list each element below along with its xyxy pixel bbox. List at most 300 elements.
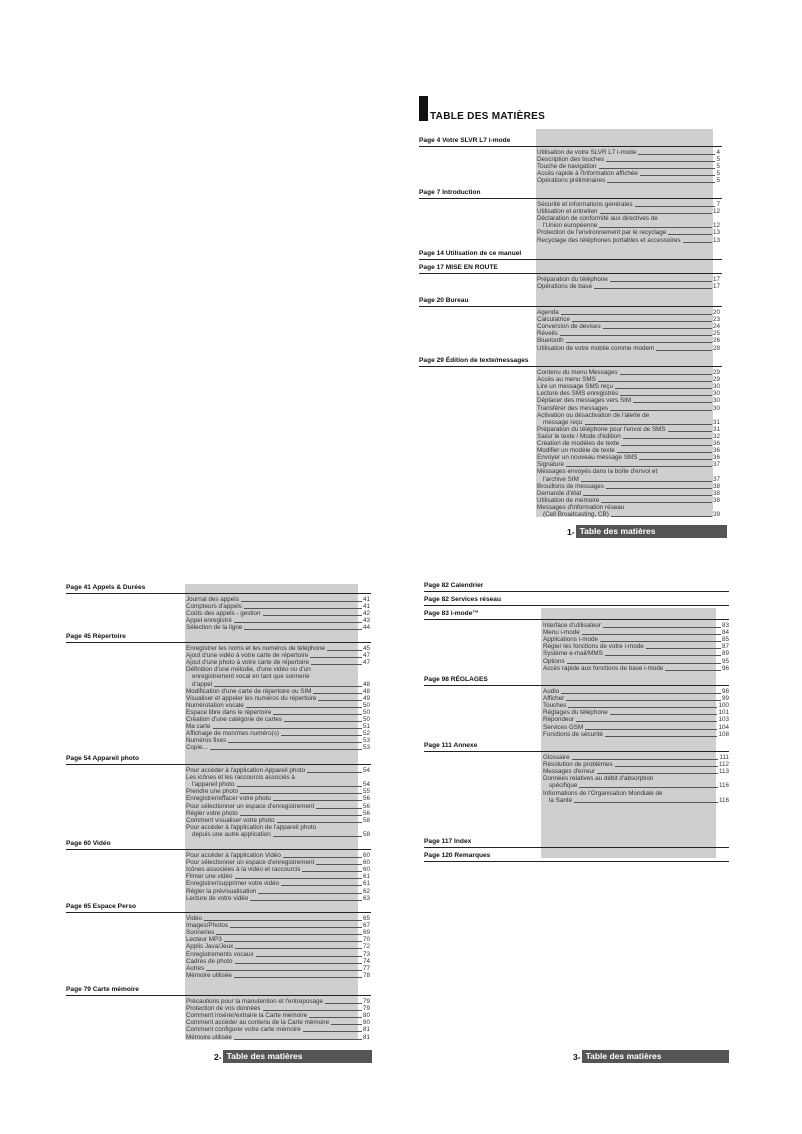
section-rule xyxy=(66,764,371,765)
toc-entry-title: Messages d'erreur xyxy=(543,768,595,776)
toc-entry[interactable] xyxy=(186,716,370,723)
section-rule xyxy=(419,273,722,274)
toc-leader xyxy=(310,657,362,658)
toc-leader xyxy=(277,822,362,823)
toc-entry-page: 103 xyxy=(718,716,729,724)
section-label: Page 117 Index xyxy=(424,838,472,845)
toc-entry-title: Signature xyxy=(537,461,564,469)
toc-leader xyxy=(603,627,721,628)
toc-entry-title: Cadres de photo xyxy=(186,957,233,965)
toc-entry-page: 83 xyxy=(721,622,729,629)
toc-entry[interactable] xyxy=(186,767,370,774)
toc-leader xyxy=(263,615,362,616)
toc-entry[interactable] xyxy=(186,1012,370,1019)
toc-entry-title: l'appareil photo xyxy=(192,781,235,789)
toc-leader xyxy=(235,878,362,879)
toc-entry[interactable] xyxy=(537,440,720,447)
section-label: Page 45 Répertoire xyxy=(66,633,126,640)
toc-entry[interactable] xyxy=(186,1005,370,1012)
toc-entry-title: Conversion de devises xyxy=(537,323,601,331)
toc-entry-title: l'Union européenne xyxy=(543,222,598,230)
toc-entry[interactable] xyxy=(543,724,729,731)
toc-entry-title: Description des touches xyxy=(537,156,605,164)
toc-entry-page: 77 xyxy=(362,964,370,972)
toc-entry[interactable] xyxy=(186,873,370,880)
toc-leader xyxy=(561,314,712,315)
toc-entry-page: 48 xyxy=(362,687,370,695)
toc-entry-title: Préparation du téléphone pour l'envoi de SMS xyxy=(537,425,666,433)
toc-leader xyxy=(583,495,712,496)
toc-entry-page: 81 xyxy=(362,1033,370,1041)
toc-leader xyxy=(605,655,721,656)
toc-leader xyxy=(316,864,362,865)
toc-entry[interactable] xyxy=(186,603,370,610)
toc-leader xyxy=(610,410,712,411)
toc-entry-page: 104 xyxy=(718,723,729,731)
toc-entry[interactable] xyxy=(186,624,370,631)
toc-entry-title: Enregistrements vocaux xyxy=(186,950,254,958)
toc-entry-title: Protection de vos données xyxy=(186,1005,261,1013)
toc-entry[interactable] xyxy=(186,730,370,737)
toc-entry[interactable] xyxy=(186,702,370,709)
section-rule xyxy=(424,861,729,862)
toc-leader xyxy=(240,815,362,816)
toc-entry[interactable] xyxy=(186,943,370,950)
toc-entry[interactable] xyxy=(543,768,729,775)
toc-entry-title: Glossaire xyxy=(543,754,570,761)
toc-entry-title: Création de modèles de texte xyxy=(537,440,620,447)
toc-entry[interactable] xyxy=(543,665,729,672)
toc-leader xyxy=(656,350,712,351)
toc-entry-title: Résolution de problèmes xyxy=(543,761,613,769)
toc-entry[interactable] xyxy=(543,650,729,657)
toc-entry-page: 5 xyxy=(716,177,720,185)
toc-entry[interactable] xyxy=(537,222,720,229)
toc-entry[interactable] xyxy=(537,208,720,215)
toc-leader xyxy=(331,1024,362,1025)
section-rule xyxy=(424,685,729,686)
toc-entry-title: Comment configurer votre carte mémoire xyxy=(186,1026,301,1034)
toc-entry-title: Transférer des messages xyxy=(537,404,609,412)
toc-entry[interactable] xyxy=(186,1034,370,1041)
toc-entry[interactable] xyxy=(186,972,370,979)
toc-entry[interactable] xyxy=(537,316,720,323)
toc-entry-title: Espace libre dans le répertoire xyxy=(186,708,272,716)
toc-entry[interactable] xyxy=(543,716,729,723)
footer-2 xyxy=(214,1050,372,1063)
toc-entry[interactable] xyxy=(543,629,729,636)
section-rule xyxy=(419,259,722,260)
toc-leader xyxy=(309,1017,362,1018)
toc-entry-page: 53 xyxy=(362,737,370,745)
toc-entry[interactable] xyxy=(186,695,370,702)
toc-entry-page: 31 xyxy=(712,418,720,426)
toc-entry[interactable] xyxy=(543,709,729,716)
toc-entry-page: 113 xyxy=(718,768,729,776)
toc-leader xyxy=(566,342,712,343)
toc-entry-title: Comment visualiser votre photo xyxy=(186,816,275,824)
toc-entry-title: Numérotation vocale xyxy=(186,701,244,709)
toc-entry-title: Numéros fixes xyxy=(186,737,227,745)
toc-leader xyxy=(603,328,712,329)
toc-entry-title: Lecture de votre vidéo xyxy=(186,894,249,902)
toc-leader xyxy=(585,729,717,730)
toc-entry-page: 56 xyxy=(362,809,370,817)
toc-entry-page: 62 xyxy=(362,887,370,895)
toc-entry[interactable] xyxy=(543,688,729,695)
toc-entry-page: 79 xyxy=(362,998,370,1005)
toc-entry-page: 69 xyxy=(362,929,370,937)
toc-entry-line: Activation ou désactivation de l'alerte de xyxy=(537,411,650,419)
toc-entry-page: 25 xyxy=(712,330,720,338)
toc-entry-page: 45 xyxy=(362,645,370,652)
toc-entry[interactable] xyxy=(186,831,370,838)
toc-entry[interactable] xyxy=(186,817,370,824)
toc-entry-page: 30 xyxy=(712,404,720,412)
toc-entry[interactable] xyxy=(186,852,370,859)
section-label: Page 82 Calendrier xyxy=(424,582,484,589)
toc-entry-page: 58 xyxy=(362,816,370,824)
toc-entry[interactable] xyxy=(537,229,720,236)
toc-entry-title: Afficher xyxy=(543,695,565,703)
toc-entry[interactable] xyxy=(186,781,370,788)
toc-entry-page: 111 xyxy=(719,754,729,761)
toc-entry-page: 30 xyxy=(712,383,720,391)
toc-entry-page: 36 xyxy=(712,454,720,462)
toc-entry[interactable] xyxy=(186,859,370,866)
toc-entry-page: 80 xyxy=(362,1012,370,1020)
toc-entry[interactable] xyxy=(537,390,720,397)
toc-entry-title: Pour sélectionner un espace d'enregistrement xyxy=(186,859,315,867)
section-label: Page 7 Introduction xyxy=(419,189,481,196)
toc-entry-title: Calculatrice xyxy=(537,316,570,324)
toc-entry[interactable] xyxy=(186,737,370,744)
toc-entry-page: 84 xyxy=(721,629,729,637)
toc-entry[interactable] xyxy=(186,951,370,958)
toc-leader xyxy=(572,759,719,760)
toc-entry-title: Accès rapide à l'information affichée xyxy=(537,170,638,178)
toc-entry-page: 42 xyxy=(362,610,370,618)
toc-leader xyxy=(606,161,715,162)
toc-entry[interactable] xyxy=(186,1019,370,1026)
toc-entry-page: 89 xyxy=(721,650,729,658)
toc-entry-title: Sonneries xyxy=(186,929,215,937)
toc-entry[interactable] xyxy=(537,345,720,352)
toc-entry-page: 100 xyxy=(718,702,729,710)
toc-entry[interactable] xyxy=(537,483,720,490)
toc-entry[interactable] xyxy=(537,309,720,316)
toc-entry[interactable] xyxy=(543,782,729,789)
toc-entry-page: 61 xyxy=(362,873,370,881)
toc-entry-page: 98 xyxy=(721,688,729,695)
toc-entry[interactable] xyxy=(537,405,720,412)
toc-entry-title: message reçu xyxy=(543,418,583,426)
toc-entry[interactable] xyxy=(186,929,370,936)
toc-entry-title: Icônes associées à la vidéo et raccourcis xyxy=(186,866,301,874)
toc-entry-title: spécifique xyxy=(549,782,578,790)
toc-entry-page: 65 xyxy=(362,915,370,922)
toc-entry[interactable] xyxy=(537,156,720,163)
toc-entry[interactable] xyxy=(537,454,720,461)
toc-entry-title: Accès au menu SMS xyxy=(537,376,596,384)
toc-entry-page: 5 xyxy=(716,170,720,178)
toc-entry-title: Pour accéder à l'application Appareil photo xyxy=(186,767,306,774)
toc-entry-page: 70 xyxy=(362,936,370,944)
toc-leader xyxy=(234,622,362,623)
toc-entry-title: Fonctions de sécurité xyxy=(543,730,603,738)
section-label: Page 17 MISE EN ROUTE xyxy=(419,264,498,271)
toc-entry-title: Ajout d'une vidéo à votre carte de répertoire xyxy=(186,652,309,660)
section-rule xyxy=(66,849,371,850)
toc-entry-page: 58 xyxy=(362,830,370,838)
page-title: TABLE DES MATIÈRES xyxy=(430,111,546,122)
toc-leader xyxy=(246,707,362,708)
toc-entry[interactable] xyxy=(543,702,729,709)
toc-entry-title: Recyclage des téléphones portables et accessoires xyxy=(537,236,681,244)
toc-entry-page: 5 xyxy=(716,156,720,164)
toc-entry[interactable] xyxy=(543,761,729,768)
toc-entry[interactable] xyxy=(537,511,720,518)
section-label: Page 20 Bureau xyxy=(419,297,469,304)
section-rule xyxy=(66,912,371,913)
toc-entry[interactable] xyxy=(186,744,370,751)
toc-entry[interactable] xyxy=(186,795,370,802)
toc-entry-page: 87 xyxy=(721,643,729,651)
toc-entry[interactable] xyxy=(186,681,370,688)
toc-entry-title: Utilisation de votre SLVR L7 i-mode xyxy=(537,149,637,156)
toc-entry-page: 47 xyxy=(362,652,370,660)
section-label: Page 41 Appels & Durées xyxy=(66,584,146,591)
toc-entry[interactable] xyxy=(186,709,370,716)
toc-entry-title: l'archive SIM xyxy=(543,475,579,483)
toc-entry[interactable] xyxy=(186,958,370,965)
toc-entry-page: 13 xyxy=(712,229,720,237)
section-rule xyxy=(419,198,722,199)
toc-leader xyxy=(241,601,362,602)
section-label: Page 4 Votre SLVR L7 i-mode xyxy=(419,137,511,144)
toc-entry-title: Lire un message SMS reçu xyxy=(537,383,613,391)
toc-entry[interactable] xyxy=(537,323,720,330)
section-rule xyxy=(424,847,729,848)
toc-entry[interactable] xyxy=(186,723,370,730)
toc-entry-title: Utilisation de votre mobile comme modem xyxy=(537,344,655,352)
toc-entry-title: Régler la prévisualisation xyxy=(186,887,257,895)
toc-entry-title: Répondeur xyxy=(543,716,575,724)
toc-leader xyxy=(316,808,362,809)
toc-entry[interactable] xyxy=(186,810,370,817)
toc-leader xyxy=(601,502,712,503)
toc-entry-page: 50 xyxy=(362,708,370,716)
toc-entry[interactable] xyxy=(186,645,370,652)
toc-entry-page: 67 xyxy=(362,922,370,930)
toc-entry[interactable] xyxy=(186,998,370,1005)
toc-leader xyxy=(665,670,721,671)
toc-entry-title: Pour accéder à l'application Vidéo xyxy=(186,852,281,859)
toc-leader xyxy=(599,227,712,228)
toc-entry[interactable] xyxy=(537,397,720,404)
toc-leader xyxy=(615,766,718,767)
toc-entry[interactable] xyxy=(186,888,370,895)
toc-leader xyxy=(313,693,362,694)
toc-leader xyxy=(600,213,712,214)
toc-entry-page: 43 xyxy=(362,617,370,625)
toc-leader xyxy=(303,1031,362,1032)
toc-entry[interactable] xyxy=(186,788,370,795)
toc-entry-line: Messages envoyés dans la boîte d'envoi et xyxy=(537,468,658,476)
toc-entry[interactable] xyxy=(186,596,370,603)
toc-entry-title: Déplacer des messages vers SIM xyxy=(537,397,632,405)
toc-entry[interactable] xyxy=(186,915,370,922)
toc-entry[interactable] xyxy=(537,330,720,337)
toc-entry[interactable] xyxy=(537,201,720,208)
toc-entry-title: Options xyxy=(543,657,565,665)
footer-number: 2- xyxy=(214,1051,222,1062)
toc-entry[interactable] xyxy=(186,965,370,972)
toc-entry[interactable] xyxy=(543,695,729,702)
toc-entry-page: 101 xyxy=(718,709,729,717)
section-rule xyxy=(424,619,729,620)
toc-entry-page: 29 xyxy=(712,376,720,384)
toc-entry[interactable] xyxy=(186,936,370,943)
toc-entry[interactable] xyxy=(537,376,720,383)
toc-entry-title: Comment accéder au contenu de la Carte mémoire xyxy=(186,1019,330,1027)
toc-entry[interactable] xyxy=(537,461,720,468)
toc-entry-page: 54 xyxy=(362,781,370,789)
toc-entry[interactable] xyxy=(186,922,370,929)
toc-entry-title: Demande d'état xyxy=(537,489,582,497)
toc-entry[interactable] xyxy=(537,276,720,283)
toc-entry-title: Mémoire utilisée xyxy=(186,1033,232,1041)
toc-entry-page: 37 xyxy=(712,475,720,483)
toc-entry-page: 72 xyxy=(362,943,370,951)
toc-entry[interactable] xyxy=(543,754,729,761)
toc-leader xyxy=(234,977,362,978)
footer-label: Table des matières xyxy=(582,1050,729,1063)
toc-entry[interactable] xyxy=(537,476,720,483)
toc-entry[interactable] xyxy=(543,658,729,665)
toc-entry[interactable] xyxy=(186,617,370,624)
toc-entry-title: Sélection de la ligne xyxy=(186,624,243,632)
toc-leader xyxy=(576,721,717,722)
toc-entry[interactable] xyxy=(537,490,720,497)
toc-entry[interactable] xyxy=(543,731,729,738)
toc-leader xyxy=(302,871,362,872)
toc-entry-page: 79 xyxy=(362,1005,370,1013)
toc-entry-title: Réglages du téléphone xyxy=(543,709,608,717)
toc-entry[interactable] xyxy=(537,426,720,433)
section-rule xyxy=(419,366,722,367)
toc-leader xyxy=(307,772,362,773)
toc-entry[interactable] xyxy=(537,433,720,440)
toc-entry[interactable] xyxy=(543,636,729,643)
footer-number: 1- xyxy=(567,526,575,537)
toc-entry[interactable] xyxy=(537,237,720,244)
toc-entry-title: Mémoire utilisée xyxy=(186,971,232,979)
toc-entry-page: 112 xyxy=(718,761,729,769)
toc-leader xyxy=(610,714,718,715)
toc-entry[interactable] xyxy=(537,170,720,177)
section-rule xyxy=(424,591,729,592)
toc-entry[interactable] xyxy=(537,369,720,376)
toc-entry-title: Applis Java/Jeux xyxy=(186,943,234,951)
toc-entry-title: Utilisation de mémoire xyxy=(537,496,600,504)
toc-entry-page: 50 xyxy=(362,701,370,709)
section-label: Page 82 Services réseau xyxy=(424,596,501,603)
toc-entry-title: Vidéo xyxy=(186,915,202,922)
toc-entry[interactable] xyxy=(537,447,720,454)
toc-entry[interactable] xyxy=(537,177,720,184)
toc-entry[interactable] xyxy=(537,419,720,426)
toc-leader xyxy=(581,481,712,482)
toc-entry[interactable] xyxy=(537,497,720,504)
toc-leader xyxy=(210,749,362,750)
toc-entry-title: Enregistrer les noms et les numéros de téléphone xyxy=(186,645,325,652)
toc-entry-page: 24 xyxy=(712,323,720,331)
toc-entry[interactable] xyxy=(186,659,370,666)
toc-leader xyxy=(611,516,712,517)
toc-leader xyxy=(228,742,362,743)
toc-entry-title: Réveils xyxy=(537,330,558,338)
section-label: Page 60 Vidéo xyxy=(66,840,111,847)
toc-entry[interactable] xyxy=(186,688,370,695)
toc-entry[interactable] xyxy=(186,803,370,810)
toc-entry-title: Coûts des appels - gestion xyxy=(186,610,261,618)
toc-entry[interactable] xyxy=(537,149,720,156)
toc-entry[interactable] xyxy=(543,643,729,650)
toc-entry[interactable] xyxy=(543,797,729,804)
toc-entry[interactable] xyxy=(186,1026,370,1033)
toc-entry-title: depuis une autre application xyxy=(192,830,271,838)
toc-entry[interactable] xyxy=(186,895,370,902)
section-label: Page 98 RÉGLAGES xyxy=(424,676,488,683)
toc-entry-page: 99 xyxy=(721,695,729,703)
footer-label: Table des matières xyxy=(223,1050,372,1063)
toc-entry-title: Ma carte xyxy=(186,723,211,731)
toc-entry-page: 38 xyxy=(712,496,720,504)
toc-entry-page: 95 xyxy=(721,657,729,665)
toc-entry-page: 80 xyxy=(362,1019,370,1027)
toc-entry[interactable] xyxy=(537,337,720,344)
toc-entry-title: Régler votre photo xyxy=(186,809,238,817)
toc-leader xyxy=(607,182,715,183)
toc-entry-page: 60 xyxy=(362,859,370,867)
toc-leader xyxy=(566,700,721,701)
toc-entry[interactable] xyxy=(537,163,720,170)
toc-entry-page: 4 xyxy=(716,149,720,156)
toc-leader xyxy=(635,206,716,207)
toc-entry[interactable] xyxy=(186,610,370,617)
footer-3 xyxy=(573,1050,729,1063)
toc-entry[interactable] xyxy=(543,622,729,629)
toc-entry-title: Audio xyxy=(543,688,560,695)
toc-entry[interactable] xyxy=(186,866,370,873)
toc-entry-title: Pour sélectionner un espace d'enregistrement xyxy=(186,802,315,810)
toc-entry-page: 26 xyxy=(712,337,720,345)
toc-entry-title: Agenda xyxy=(537,309,559,316)
toc-entry-line: Messages d'information réseau xyxy=(537,503,625,511)
toc-entry[interactable] xyxy=(537,283,720,290)
toc-entry[interactable] xyxy=(186,880,370,887)
toc-leader xyxy=(621,445,712,446)
toc-entry-page: 54 xyxy=(362,767,370,774)
toc-entry-title: Affichage de mon/mes numéro(s) xyxy=(186,730,279,738)
toc-entry-page: 13 xyxy=(712,236,720,244)
toc-leader xyxy=(283,857,362,858)
toc-entry-page: 51 xyxy=(362,723,370,731)
toc-entry[interactable] xyxy=(537,383,720,390)
toc-entry[interactable] xyxy=(186,652,370,659)
toc-entry-page: 30 xyxy=(712,397,720,405)
